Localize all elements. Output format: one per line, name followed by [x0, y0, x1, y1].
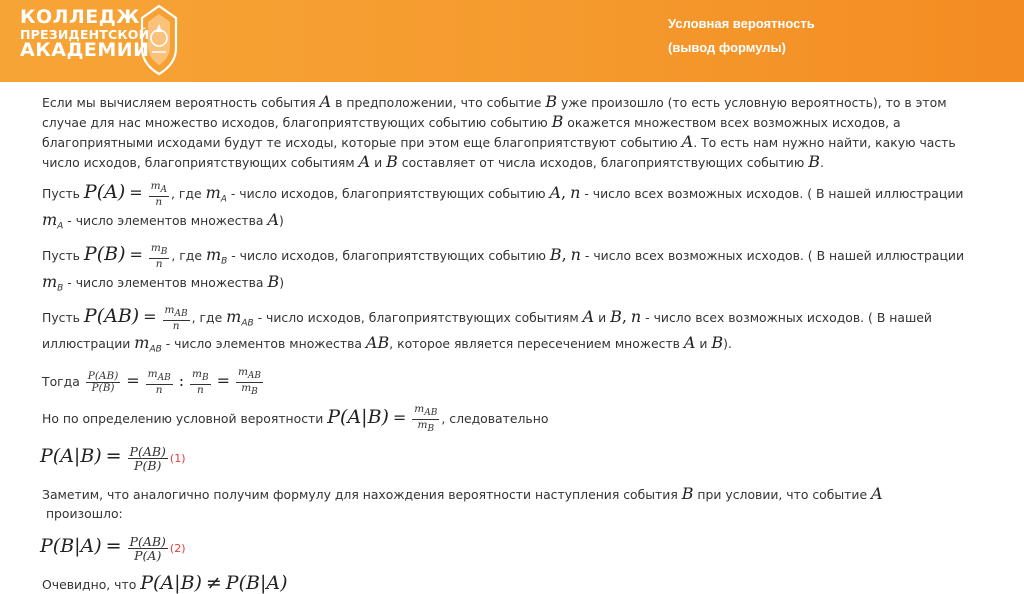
slide-title: [668, 16, 815, 64]
formula-1: P(A|B) = $\frac{P(AB)}{P(B)}$ (1): [40, 444, 186, 474]
slide-title-line-1: Условная вероятность: [668, 16, 815, 31]
paragraph-intro: Если мы вычисляем вероятность события A в предположении, что событие B уже произошло (то есть условную вероятность), то в этом случае для нас множество исходов, благоприятствующих событию событию B окажется множеством всех возможных исходов, а благоприятными исходами будут те исходы, которые при этом еще благоприятствуют событию A. То есть нам нужно найти, какую часть число исходов, благоприятствующих событиям A и B составляет от числа исходов, благоприятствующих событию B.: [42, 92, 956, 171]
paragraph-let-pab: Пусть P(AB) = $\frac{m_{AB}}{n}$ , где $m_{AB}$ - число исходов, благоприятствующих событиям A и B, n - число всех возможных исходов. ( В нашей иллюстрации $m_{AB}$ - число элементов множества AB, которое является пересечением множеств A и B).: [42, 303, 932, 355]
paragraph-then: Тогда $\frac{P(AB)}{P(B)}$ = $\frac{m_{AB}}{n}$ : $\frac{m_B}{n}$ = $\frac{m_{AB}}{m_B}$: [42, 365, 262, 398]
brand-line-2: ПРЕЗИДЕНТСКОЙ: [20, 26, 150, 42]
header-bar: [0, 0, 1024, 82]
college-logo-text: [20, 8, 150, 61]
formula-1-number: (1): [169, 452, 186, 466]
formula-2: P(B|A) = $\frac{P(AB)}{P(A)}$ (2): [40, 534, 186, 564]
brand-line-3: АКАДЕМИИ: [20, 39, 150, 62]
slide-content: [42, 92, 982, 594]
college-emblem-icon: [136, 4, 182, 76]
paragraph-conclusion: Очевидно, что P(A|B) ≠ P(B|A): [42, 572, 288, 594]
brand-line-1: КОЛЛЕДЖ: [20, 6, 140, 28]
paragraph-note: Заметим, что аналогично получим формулу для нахождения вероятности наступления события B при условии, что событие A произошло:: [42, 484, 883, 522]
slide-title-line-2: (вывод формулы): [668, 40, 786, 55]
formula-2-number: (2): [169, 542, 186, 556]
paragraph-definition: Но по определению условной вероятности P(A|B) = $\frac{m_{AB}}{m_B}$ , следовательно: [42, 403, 549, 435]
paragraph-let-pa: Пусть P(A) = $\frac{m_A}{n}$ , где $m_A$ - число исходов, благоприятствующих событию A, n - число всех возможных исходов. ( В нашей иллюстрации $m_A$ - число элементов множества A): [42, 180, 964, 231]
paragraph-let-pb: Пусть P(B) = $\frac{m_B}{n}$ , где $m_B$ - число исходов, благоприятствующих событию B, n - число всех возможных исходов. ( В нашей иллюстрации $m_B$ - число элементов множества B): [42, 241, 964, 293]
